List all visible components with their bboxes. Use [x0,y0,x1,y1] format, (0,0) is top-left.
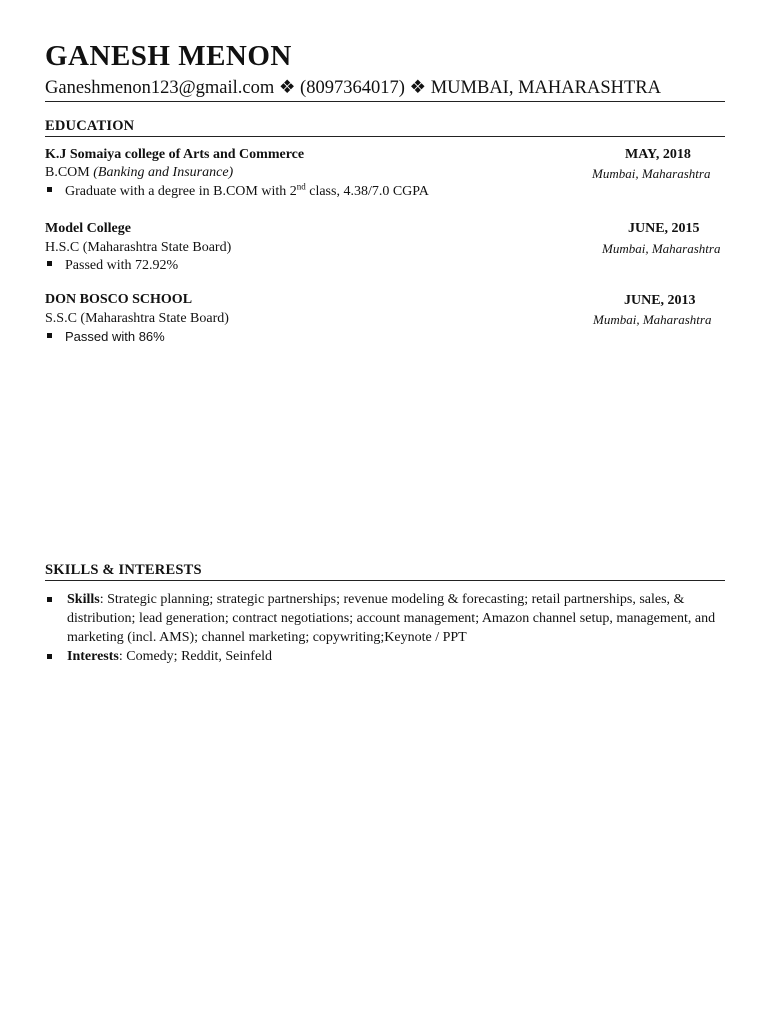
education-bullet [45,257,178,274]
education-bullet [45,183,429,200]
graduation-date: MAY, 2018 [625,147,691,162]
education-bullet [45,328,165,346]
institution-location: Mumbai, Maharashtra [593,312,712,327]
institution-location: Mumbai, Maharashtra [592,166,711,181]
education-heading: EDUCATION [45,118,135,134]
skills-divider [45,580,725,581]
bullet-icon [47,654,52,659]
skills-text: : Strategic planning; strategic partnerships; revenue modeling & forecasting; retail partnerships, sales, & distribution; lead generation; contract negotiations; account management; Amazon channel setup, management, and marketing (incl. AMS); channel marketing; copywriting;Keynote / PPT [67,592,716,645]
bullet-text: Graduate with a degree in B.COM with 2nd class, 4.38/7.0 CGPA [65,181,429,199]
bullet-icon [47,597,52,602]
bullet-icon [47,333,52,338]
bullet-text: Passed with 72.92% [65,258,179,273]
degree-specialization: (Banking and Insurance) [93,165,234,180]
institution-name: K.J Somaiya college of Arts and Commerce [45,147,305,162]
interests-label: Interests [67,649,119,664]
interests-list [67,647,722,666]
contact-line: Ganeshmenon123@gmail.com ❖ (8097364017) ❖ MUMBAI, MAHARASHTRA [45,78,661,98]
institution-location: Mumbai, Maharashtra [602,241,721,256]
graduation-date: JUNE, 2013 [624,293,696,308]
header-divider [45,101,725,102]
skills-label: Skills [67,592,100,607]
candidate-name: GANESH MENON [45,40,292,72]
skills-heading: SKILLS & INTERESTS [45,562,202,578]
degree: B.COM [45,165,90,180]
bullet-icon [47,261,52,266]
bullet-icon [47,187,52,192]
skills-list [67,590,722,647]
degree: S.S.C (Maharashtra State Board) [45,311,229,326]
education-divider [45,136,725,137]
bullet-text: Passed with 86% [65,329,165,344]
interests-text: : Comedy; Reddit, Seinfeld [118,649,273,664]
graduation-date: JUNE, 2015 [628,221,700,236]
institution-name: DON BOSCO SCHOOL [45,292,193,307]
institution-name: Model College [45,221,131,236]
degree: H.S.C (Maharashtra State Board) [45,240,232,255]
